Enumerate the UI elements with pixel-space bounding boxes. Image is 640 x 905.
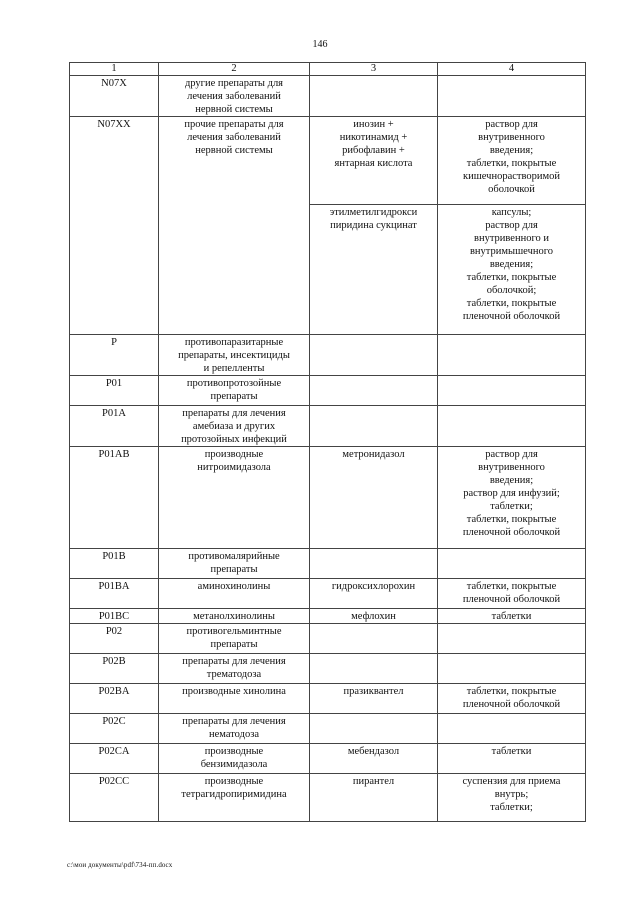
substance-cell bbox=[310, 76, 438, 117]
substance-cell: инозин + никотинамид + рибофлавин + янтарная кислота bbox=[310, 117, 438, 205]
atc-code-cell: P01A bbox=[70, 406, 159, 447]
table-row bbox=[70, 714, 586, 744]
group-cell: препараты для лечения амебиаза и других протозойных инфекций bbox=[159, 406, 310, 447]
table-row bbox=[70, 579, 586, 609]
atc-code-cell: P02C bbox=[70, 714, 159, 744]
dosage-form-cell: капсулы; раствор для внутривенного и внутримышечного введения; таблетки, покрытые оболочкой; таблетки, покрытые пленочной оболочкой bbox=[438, 205, 586, 335]
group-cell: аминохинолины bbox=[159, 579, 310, 609]
atc-code-cell: P02BA bbox=[70, 684, 159, 714]
atc-code-cell: N07X bbox=[70, 76, 159, 117]
atc-code-cell: P01BA bbox=[70, 579, 159, 609]
dosage-form-cell bbox=[438, 76, 586, 117]
page-number: 146 bbox=[312, 39, 328, 50]
substance-cell: этилметилгидрокси пиридина сукцинат bbox=[310, 205, 438, 335]
table-row bbox=[70, 744, 586, 774]
substance-cell bbox=[310, 624, 438, 654]
substance-cell: гидроксихлорохин bbox=[310, 579, 438, 609]
group-cell: производные хинолина bbox=[159, 684, 310, 714]
header-cell-4: 4 bbox=[438, 63, 586, 76]
dosage-form-cell bbox=[438, 624, 586, 654]
table-row bbox=[70, 549, 586, 579]
table-row bbox=[70, 774, 586, 822]
table-row bbox=[70, 406, 586, 447]
substance-cell bbox=[310, 335, 438, 376]
group-cell: противопаразитарные препараты, инсектициды и репелленты bbox=[159, 335, 310, 376]
dosage-form-cell bbox=[438, 406, 586, 447]
atc-code-cell: P01AB bbox=[70, 447, 159, 549]
footer-file-path: c:\мои документы\pdf\734-пп.docx bbox=[67, 861, 173, 869]
substance-cell: мефлохин bbox=[310, 609, 438, 624]
header-cell-2: 2 bbox=[159, 63, 310, 76]
group-cell: противомалярийные препараты bbox=[159, 549, 310, 579]
header-cell-3: 3 bbox=[310, 63, 438, 76]
table-row bbox=[70, 76, 586, 117]
substance-cell: мебендазол bbox=[310, 744, 438, 774]
table-row bbox=[70, 376, 586, 406]
group-cell: другие препараты для лечения заболеваний нервной системы bbox=[159, 76, 310, 117]
dosage-form-cell: таблетки, покрытые пленочной оболочкой bbox=[438, 684, 586, 714]
header-cell-1: 1 bbox=[70, 63, 159, 76]
table-header-row bbox=[70, 63, 586, 76]
table-row bbox=[70, 684, 586, 714]
table-row bbox=[70, 447, 586, 549]
substance-cell: празиквантел bbox=[310, 684, 438, 714]
group-cell: прочие препараты для лечения заболеваний нервной системы bbox=[159, 117, 310, 335]
dosage-form-cell: суспензия для приема внутрь; таблетки; bbox=[438, 774, 586, 822]
group-cell: препараты для лечения трематодоза bbox=[159, 654, 310, 684]
group-cell: противопротозойные препараты bbox=[159, 376, 310, 406]
dosage-form-cell: раствор для внутривенного введения; раствор для инфузий; таблетки; таблетки, покрытые пленочной оболочкой bbox=[438, 447, 586, 549]
atc-code-cell: P01B bbox=[70, 549, 159, 579]
dosage-form-cell: таблетки bbox=[438, 609, 586, 624]
dosage-form-cell bbox=[438, 714, 586, 744]
group-cell: метанолхинолины bbox=[159, 609, 310, 624]
atc-code-cell: P02 bbox=[70, 624, 159, 654]
table-row bbox=[70, 654, 586, 684]
group-cell: производные нитроимидазола bbox=[159, 447, 310, 549]
table-row bbox=[70, 335, 586, 376]
dosage-form-cell: таблетки, покрытые пленочной оболочкой bbox=[438, 579, 586, 609]
atc-code-cell: P01 bbox=[70, 376, 159, 406]
substance-cell bbox=[310, 376, 438, 406]
dosage-form-cell bbox=[438, 549, 586, 579]
atc-code-cell: P01BC bbox=[70, 609, 159, 624]
dosage-form-cell: раствор для внутривенного введения; таблетки, покрытые кишечнорастворимой оболочкой bbox=[438, 117, 586, 205]
drug-table bbox=[69, 62, 586, 822]
atc-code-cell: P02CA bbox=[70, 744, 159, 774]
table-row bbox=[70, 117, 586, 205]
atc-code-cell: N07XX bbox=[70, 117, 159, 335]
table-row bbox=[70, 609, 586, 624]
group-cell: противогельминтные препараты bbox=[159, 624, 310, 654]
substance-cell bbox=[310, 549, 438, 579]
substance-cell: метронидазол bbox=[310, 447, 438, 549]
dosage-form-cell bbox=[438, 335, 586, 376]
substance-cell bbox=[310, 654, 438, 684]
table-row bbox=[70, 624, 586, 654]
dosage-form-cell: таблетки bbox=[438, 744, 586, 774]
group-cell: препараты для лечения нематодоза bbox=[159, 714, 310, 744]
atc-code-cell: P bbox=[70, 335, 159, 376]
substance-cell: пирантел bbox=[310, 774, 438, 822]
substance-cell bbox=[310, 406, 438, 447]
dosage-form-cell bbox=[438, 376, 586, 406]
substance-cell bbox=[310, 714, 438, 744]
group-cell: производные тетрагидропиримидина bbox=[159, 774, 310, 822]
dosage-form-cell bbox=[438, 654, 586, 684]
group-cell: производные бензимидазола bbox=[159, 744, 310, 774]
atc-code-cell: P02CC bbox=[70, 774, 159, 822]
atc-code-cell: P02B bbox=[70, 654, 159, 684]
